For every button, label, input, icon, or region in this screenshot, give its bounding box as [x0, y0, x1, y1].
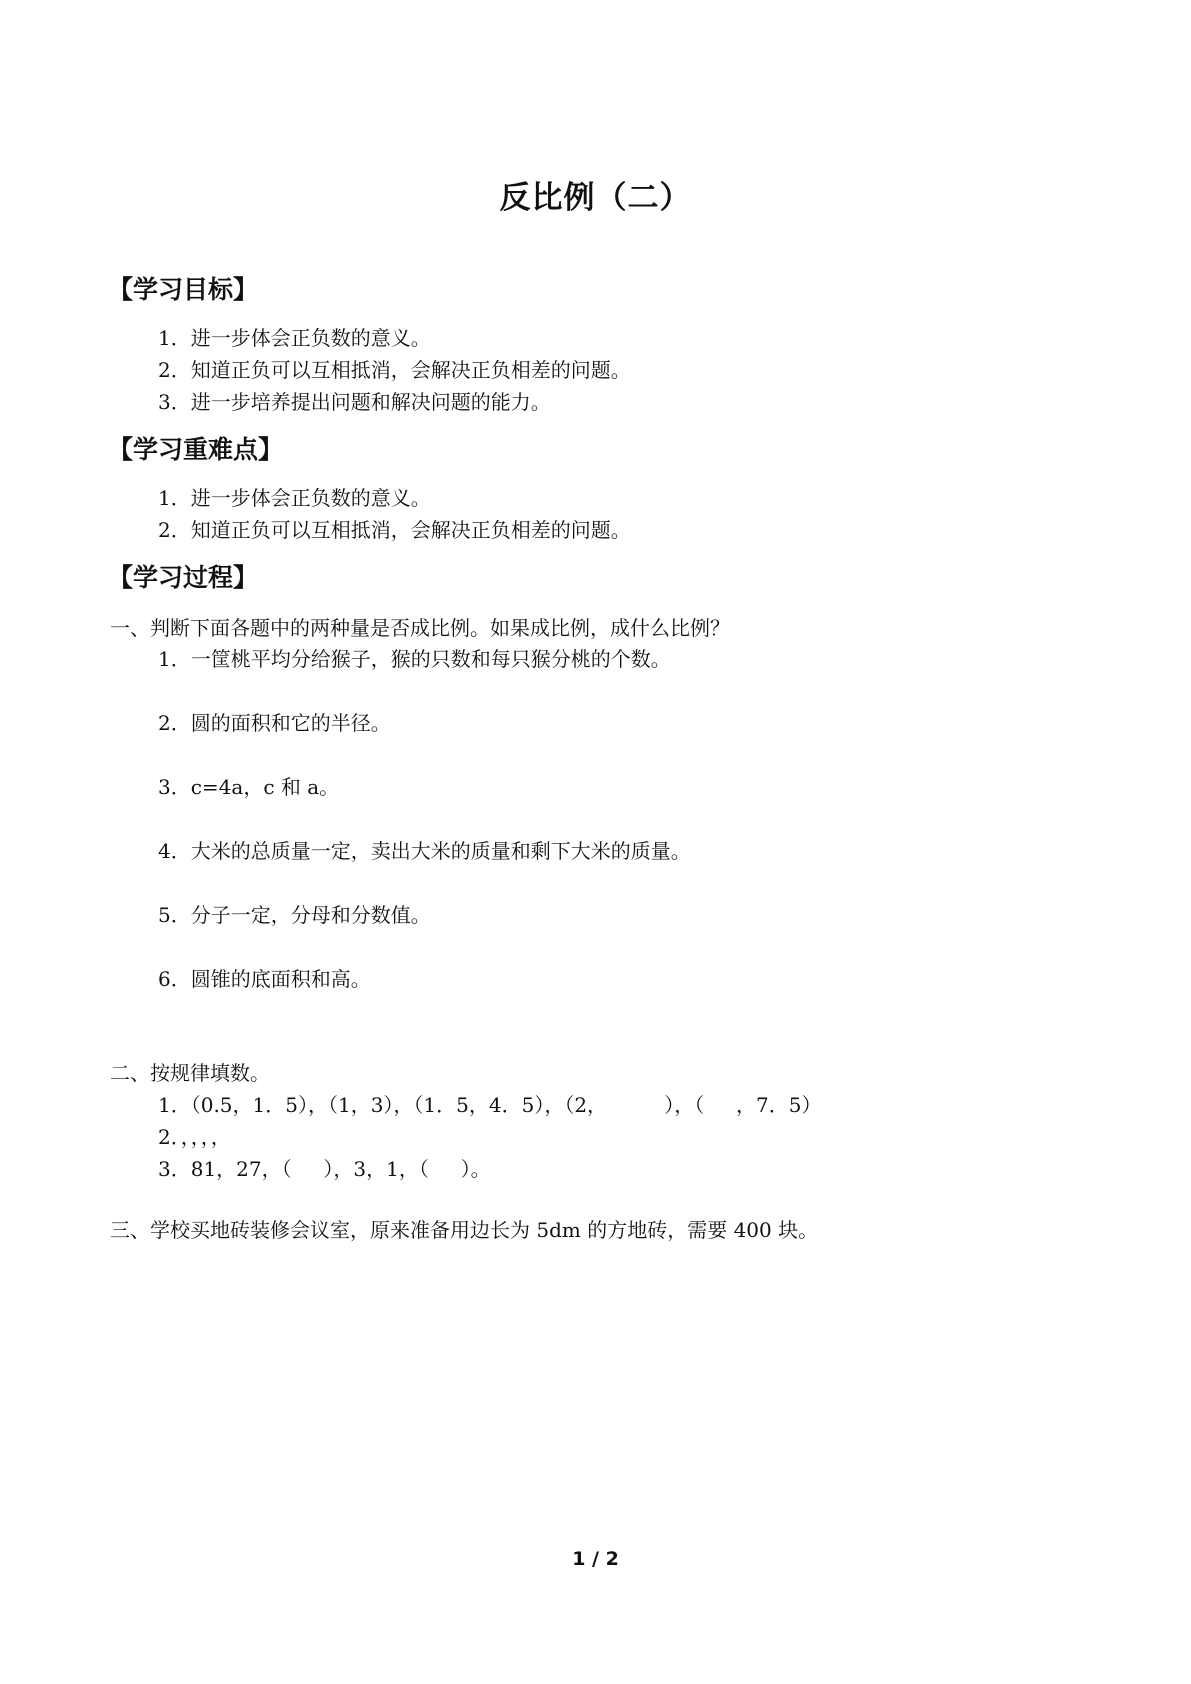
question-1-item: 3．c=4a，c 和 a。 [158, 775, 340, 799]
key-point-item: 2．知道正负可以互相抵消，会解决正负相差的问题。 [158, 518, 631, 542]
goal-item: 3．进一步培养提出问题和解决问题的能力。 [158, 390, 551, 414]
key-point-item: 1．进一步体会正负数的意义。 [158, 486, 431, 510]
key-points-heading: 【学习重难点】 [108, 435, 284, 464]
goals-heading: 【学习目标】 [108, 275, 259, 304]
question-2-item: 2．，，，， [158, 1125, 231, 1149]
page-number: 1 / 2 [572, 1548, 619, 1570]
question-2-prompt: 二、按规律填数。 [110, 1061, 270, 1085]
question-1-prompt: 一、判断下面各题中的两种量是否成比例。如果成比例，成什么比例？ [110, 616, 730, 640]
question-2-item: 3．81，27，（ ），3，1，（ ）。 [158, 1157, 491, 1181]
question-1-item: 6．圆锥的底面积和高。 [158, 967, 371, 991]
goal-item: 1．进一步体会正负数的意义。 [158, 326, 431, 350]
goal-item: 2．知道正负可以互相抵消，会解决正负相差的问题。 [158, 358, 631, 382]
question-1-item: 1．一筐桃平均分给猴子，猴的只数和每只猴分桃的个数。 [158, 647, 671, 671]
question-2-item: 1．（0.5，1．5），（1，3），（1．5，4．5），（2， ），（ ，7．5） [158, 1093, 822, 1117]
question-1-item: 5．分子一定，分母和分数值。 [158, 903, 431, 927]
question-3-prompt: 三、学校买地砖装修会议室，原来准备用边长为 5dm 的方地砖，需要 400 块。 [110, 1218, 819, 1242]
process-heading: 【学习过程】 [108, 563, 259, 592]
question-1-item: 2．圆的面积和它的半径。 [158, 711, 391, 735]
page-title: 反比例（二） [499, 180, 692, 216]
question-1-item: 4．大米的总质量一定，卖出大米的质量和剩下大米的质量。 [158, 839, 691, 863]
